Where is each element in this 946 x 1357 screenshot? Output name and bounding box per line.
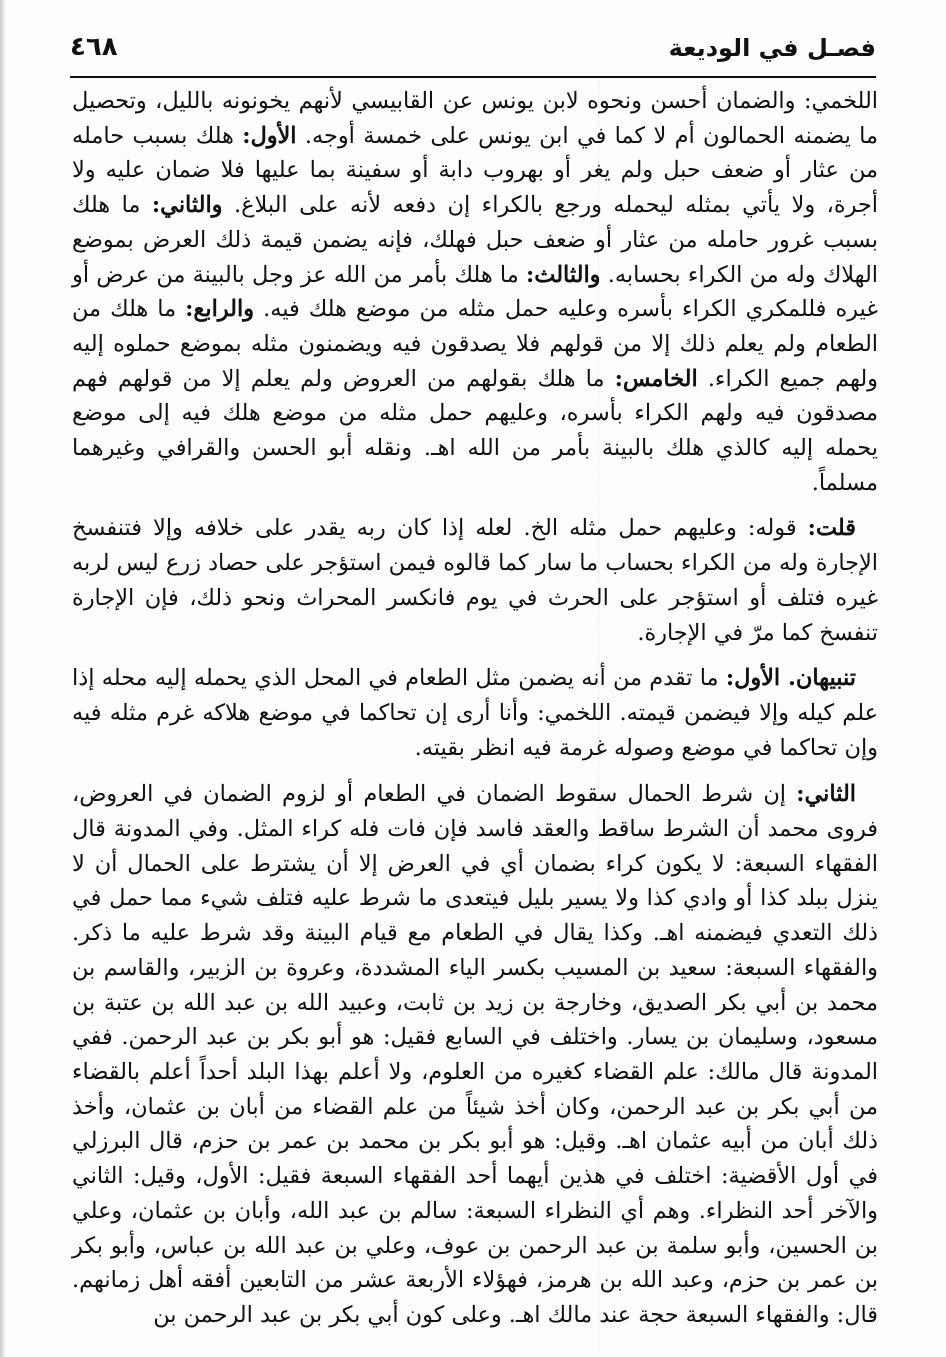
header-rule	[70, 76, 876, 78]
paragraph-text: ما هلك بقولهم من العروض ولم يعلم إلا من قولهم فهم مصدقون فيه ولهم الكراء بأسره، وعليهم حمل مثله من موضع هلك فيه إلى موضع يحمله إليه كالذي هلك بالبينة بأمر من الله اهـ. ونقله أبو الحسن والقرافي وغيرهما مسلماً.	[72, 365, 878, 496]
section-keyword: والثالث:	[525, 261, 601, 288]
paragraph-text: ما هلك بسبب غرور حامله من عثار أو ضعف حبل فهلك، فإنه يضمن قيمة ذلك العرض بموضع الهلاك وله من الكراء بحسابه.	[72, 192, 878, 288]
page-number: ٤٦٨	[70, 32, 118, 62]
paragraph-text: هلك بسبب حامله من عثار أو ضعف حبل ولم يغر أو بهروب دابة أو سفينة بما عليها فلا ضمان عليه ولا أجرة، ولا يأتي بمثله ليحمله ورجع بالكراء إن دفعه لأنه على البلاغ.	[72, 122, 878, 219]
paragraph-qultu	[72, 511, 878, 650]
paragraph-second-note	[72, 777, 878, 1332]
paragraph-text: ما هلك بأمر من الله عز وجل بالبينة من عرض أو غيره فللمكري الكراء بأسره وعليه حمل مثله من موضع هلك فيه.	[72, 261, 878, 323]
section-keyword: الثاني:	[796, 781, 856, 808]
section-keyword: الأول:	[242, 122, 297, 149]
body-text	[72, 84, 878, 1333]
section-keyword: قلت:	[807, 515, 856, 542]
scan-edge-shadow	[0, 0, 6, 1357]
paragraph-text: ما هلك من الطعام ولم يعلم ذلك إلا من قولهم فلا يصدقون فيه ويضمنون مثله بموضع حملوه إليه ولهم جميع الكراء.	[72, 296, 878, 392]
paragraph-text: اللخمي: والضمان أحسن ونحوه لابن يونس عن القابيسي لأنهم يخونونه بالليل، وتحصيل ما يضمنه الحمالون أم لا كما في ابن يونس على خمسة أوجه.	[72, 88, 878, 149]
paragraph-lakhmi	[72, 84, 878, 500]
paragraph-text: إن شرط الحمال سقوط الضمان في الطعام أو لزوم الضمان في العروض، فروى محمد أن الشرط ساقط والعقد فاسد فإن فات فله كراء المثل. وفي المدونة قال الفقهاء السبعة: لا يكون كراء بضمان أي في العرض إلا أن يشترط على الحمال أن لا ينزل ببلد كذا أو وادي كذا ولا يسير بليل فيتعدى ما شرط عليه فتلف شيء مما حمل في ذلك التعدي فيضمنه اهـ. وكذا يقال في الطعام مع قيام البينة وقد شرط عليه ما ذكر. والفقهاء السبعة: سعيد بن المسيب بكسر الياء المشددة، وعروة بن الزبير، والقاسم بن محمد بن أبي بكر الصديق، وخارجة بن زيد بن ثابت، وعبيد الله بن عبد الله بن عتبة بن مسعود، وسليمان بن يسار. واختلف في السابع فقيل: هو أبو بكر بن عبد الرحمن. ففي المدونة قال مالك: علم القضاء كغيره من العلوم، ولا أعلم بهذا البلد أحداً أعلم بالقضاء من أبي بكر بن عبد الرحمن، وكان أخذ شيئاً من علم القضاء من أبان بن عثمان، وأخذ ذلك أبان من أبيه عثمان اهـ. وقيل: هو أبو بكر بن محمد بن عمر بن حزم، قال البرزلي في أول الأقضية: اختلف في هذين أيهما أحد الفقهاء السبعة فقيل: الأول، وقيل: الثاني والآخر أحد النظراء. وهم أي النظراء السبعة: سالم بن عبد الله، وأبان بن عثمان، وعلي بن الحسين، وأبو سلمة بن عبد الرحمن بن عوف، وعلي بن عبد الله بن عباس، وأبو بكر بن عمر بن حزم، وعبد الله بن هرمز، فهؤلاء الأربعة عشر من التابعين أفقه أهل زمانهم. قال: والفقهاء السبعة حجة عند مالك اهـ. وعلى كون أبي بكر بن عبد الرحمن بن	[72, 781, 878, 1328]
section-keyword: والرابع:	[185, 296, 255, 323]
section-keyword: تنبيهان.	[780, 665, 856, 692]
paragraph-text: ما تقدم من أنه يضمن مثل الطعام في المحل الذي يحمله إليه محله إذا علم كيله وإلا فيضمن قيمته. اللخمي: وأنا أرى إن تحاكما في موضع هلاكه غرم مثله فيه وإن تحاكما في موضع وصوله غرمة فيه انظر بقيته.	[72, 665, 878, 761]
paragraph-text: قوله: وعليهم حمل مثله الخ. لعله إذا كان ربه يقدر على خلافه وإلا فتنفسخ الإجارة وله من الكراء بحساب ما سار كما قالوه فيمن استؤجر على حصاد زرع ليس لربه غيره فتلف أو استؤجر على الحرث في يوم فانكسر المحراث ونحو ذلك، فإن الإجارة تنفسخ كما مرّ في الإجارة.	[72, 515, 878, 646]
paragraph-tanbihan	[72, 661, 878, 765]
section-keyword: الخامس:	[614, 365, 698, 392]
section-keyword: والثاني:	[151, 192, 223, 219]
running-title: فصـل في الوديعة	[668, 34, 876, 62]
section-keyword: الأول:	[725, 665, 781, 692]
page-header	[70, 26, 876, 76]
